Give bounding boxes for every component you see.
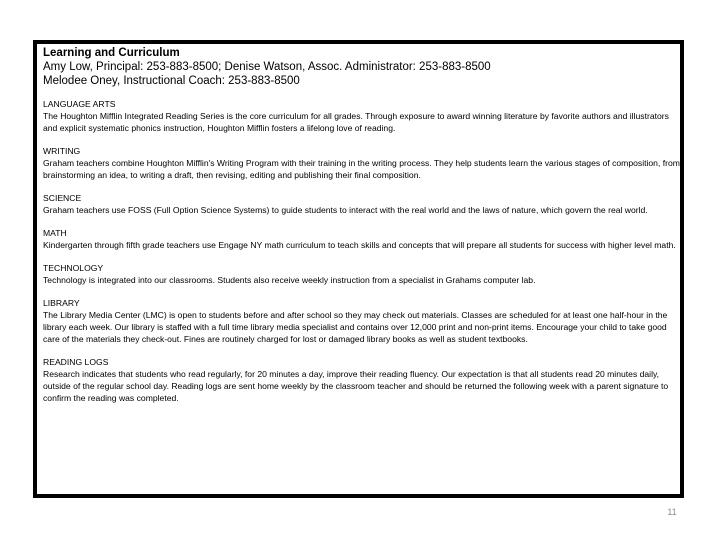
page-number: 11 — [667, 507, 677, 517]
contact-line-principal: Amy Low, Principal: 253-883-8500; Denise Watson, Assoc. Administrator: 253-883-8500 — [43, 61, 491, 73]
page-content — [43, 47, 683, 415]
section-title: WRITING — [43, 146, 81, 156]
section-title: READING LOGS — [43, 357, 109, 367]
page-title: Learning and Curriculum — [43, 47, 180, 59]
section-body: Graham teachers combine Houghton Mifflin's Writing Program with their training in the writing process. They help students learn the various stages of composition, from brainstorming an idea, to writing a draft, then revising, editing and publishing their final composition. — [43, 158, 680, 180]
section-reading-logs — [43, 356, 683, 404]
section-body: Graham teachers use FOSS (Full Option Science Systems) to guide students to interact with the real world and the laws of nature, which govern the real world. — [43, 205, 648, 215]
section-title: MATH — [43, 228, 67, 238]
content-frame — [33, 40, 684, 498]
section-language-arts — [43, 98, 683, 134]
section-writing — [43, 145, 683, 181]
section-title: SCIENCE — [43, 193, 82, 203]
section-title: LIBRARY — [43, 298, 80, 308]
section-body: The Library Media Center (LMC) is open to students before and after school so they may check out materials. Classes are scheduled for at least one half-hour in the library each week. Our library is staffed with a full time library media specialist and contains over 12,000 print and non-print items. Encourage your child to take good care of the materials they check-out. Fines are routinely charged for lost or damaged library books as well as student textbooks. — [43, 310, 668, 344]
curriculum-sections — [43, 98, 683, 404]
section-body: Research indicates that students who read regularly, for 20 minutes a day, improve their reading fluency. Our expectation is that all students read 20 minutes daily, outside of the regular school day. Reading logs are sent home weekly by the classroom teacher and should be returned the following week with a parent signature to confirm the reading was completed. — [43, 369, 669, 403]
section-technology — [43, 262, 683, 286]
section-body: The Houghton Mifflin Integrated Reading Series is the core curriculum for all grades. Through exposure to award winning literature by favorite authors and illustrators and explicit systematic phonics instruction, Houghton Mifflin fosters a lifelong love of reading. — [43, 111, 669, 133]
section-title: LANGUAGE ARTS — [43, 99, 116, 109]
section-body: Technology is integrated into our classrooms. Students also receive weekly instruction from a specialist in Grahams computer lab. — [43, 275, 536, 285]
section-body: Kindergarten through fifth grade teachers use Engage NY math curriculum to teach skills and concepts that will prepare all students for success with higher level math. — [43, 240, 676, 250]
section-title: TECHNOLOGY — [43, 263, 104, 273]
section-library — [43, 297, 683, 345]
section-science — [43, 192, 683, 216]
section-math — [43, 227, 683, 251]
contact-line-coach: Melodee Oney, Instructional Coach: 253-883-8500 — [43, 75, 300, 87]
